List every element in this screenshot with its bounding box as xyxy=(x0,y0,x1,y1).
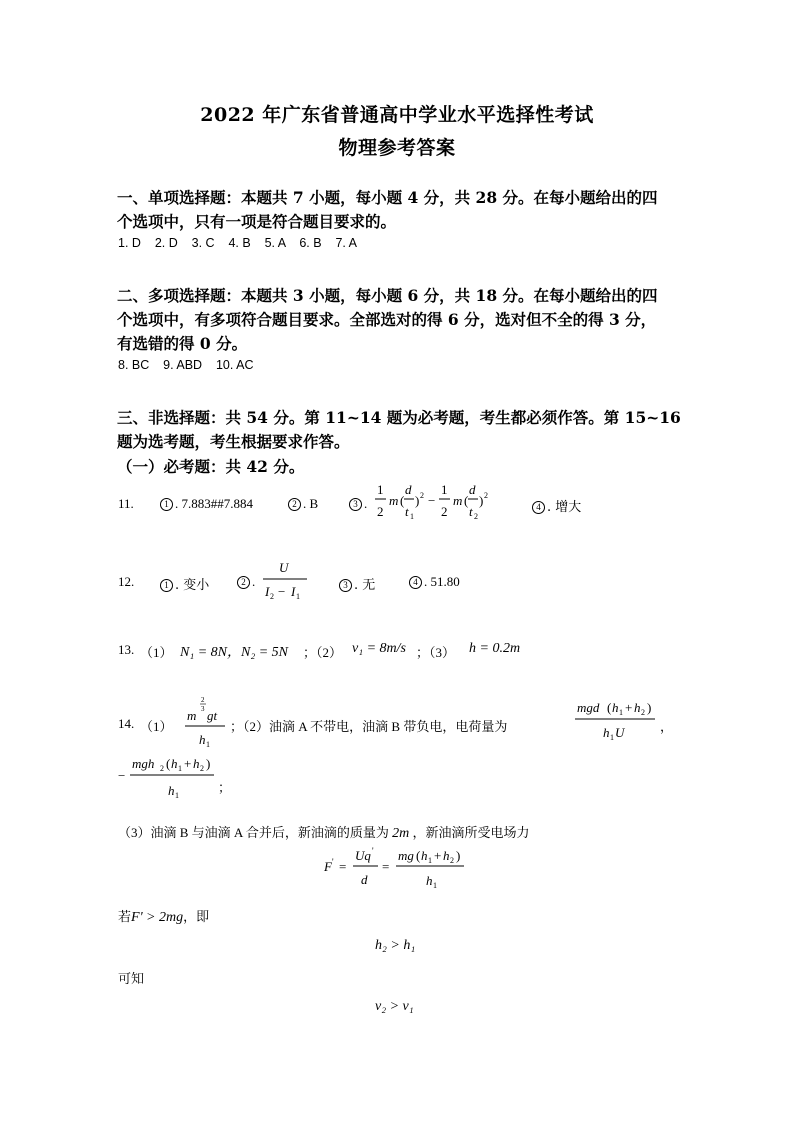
section1-heading-line1: 一、单项选择题：本题共 7 小题，每小题 4 分，共 28 分。在每小题给出的四 xyxy=(117,188,658,207)
svg-text:h: h xyxy=(199,732,206,747)
svg-text:d: d xyxy=(361,872,368,887)
svg-text:1: 1 xyxy=(377,482,384,497)
q11-answer-4: 4 . 增大 xyxy=(532,496,581,515)
q13-part3-label: ；（3） xyxy=(416,645,456,660)
svg-text:2: 2 xyxy=(441,504,448,519)
svg-text:h: h xyxy=(421,848,428,863)
svg-text:h: h xyxy=(168,783,175,798)
svg-text:1: 1 xyxy=(619,708,623,717)
circle-2-icon: 2 xyxy=(288,498,301,511)
svg-text:1: 1 xyxy=(410,512,414,521)
svg-text:t: t xyxy=(469,504,473,519)
q14-inequality-h: h₂ > h₁ xyxy=(375,938,416,953)
q14-condition: 若F' > 2mg，即 xyxy=(118,909,210,925)
q14-part1-label: （1） xyxy=(140,719,173,734)
svg-text:1: 1 xyxy=(175,791,179,800)
svg-text:h: h xyxy=(426,873,433,888)
svg-text:h: h xyxy=(443,848,450,863)
svg-text:2: 2 xyxy=(270,592,274,601)
q13-number: 13. xyxy=(118,642,135,657)
section2-heading-line3: 有选错的得 0 分。 xyxy=(117,334,248,353)
svg-text:2: 2 xyxy=(201,696,205,704)
svg-text:m: m xyxy=(453,493,463,508)
svg-text:m: m xyxy=(187,708,197,723)
page-subtitle: 物理参考答案 xyxy=(338,137,456,159)
q11-answer-3-label: 3 . xyxy=(349,496,367,512)
q14-second-formula xyxy=(128,752,224,804)
q12-answer-1: 1 . 变小 xyxy=(160,574,209,593)
svg-text:1: 1 xyxy=(433,881,437,890)
q12-answer-3: 3 . 无 xyxy=(339,574,375,593)
q14-part2-text: ；（2）油滴 A 不带电，油滴 B 带负电，电荷量为 xyxy=(230,719,508,734)
svg-text:2: 2 xyxy=(200,764,204,773)
svg-text:2: 2 xyxy=(641,708,645,717)
svg-text:2: 2 xyxy=(160,764,164,773)
svg-text:U: U xyxy=(615,725,625,740)
svg-text:2: 2 xyxy=(420,491,424,500)
svg-text:): ) xyxy=(456,848,461,863)
q12-answer-4: 4 . 51.80 xyxy=(409,574,460,590)
svg-text:−: − xyxy=(278,584,286,599)
q14-force-formula xyxy=(322,844,482,894)
svg-text:U: U xyxy=(279,560,289,575)
svg-text:m: m xyxy=(389,493,399,508)
svg-text:+: + xyxy=(184,756,192,771)
svg-text:h: h xyxy=(603,725,610,740)
svg-text:3: 3 xyxy=(201,705,205,713)
section2-heading-line1: 二、多项选择题：本题共 3 小题，每小题 6 分，共 18 分。在每小题给出的四 xyxy=(117,286,658,305)
svg-text:d: d xyxy=(469,482,476,497)
circle-1-icon: 1 xyxy=(160,498,173,511)
svg-text:F: F xyxy=(324,859,332,874)
svg-text:1: 1 xyxy=(178,764,182,773)
q11-answer-1: 1 . 7.883##7.884 xyxy=(160,496,253,512)
circle-3-icon: 3 xyxy=(339,579,352,592)
q12-number: 12. xyxy=(118,574,135,589)
svg-text:h: h xyxy=(193,756,200,771)
svg-text:(: ( xyxy=(400,493,405,508)
section3-heading-line1: 三、非选择题：共 54 分。第 11~14 题为必考题，考生都必须作答。第 15~16 xyxy=(117,408,681,427)
svg-text:1: 1 xyxy=(296,592,300,601)
svg-text:=: = xyxy=(382,859,390,874)
svg-text:t: t xyxy=(405,504,409,519)
section2-heading-line2: 个选项中，有多项符合题目要求。全部选对的得 6 分，选对但不全的得 3 分， xyxy=(117,310,657,329)
svg-text:(: ( xyxy=(416,848,421,863)
svg-text:h: h xyxy=(612,700,619,715)
svg-text:2: 2 xyxy=(474,512,478,521)
svg-text:': ' xyxy=(332,857,334,867)
svg-text:1: 1 xyxy=(441,482,448,497)
circle-4-icon: 4 xyxy=(409,576,422,589)
svg-text:1: 1 xyxy=(610,733,614,742)
section3-subheading: （一）必考题：共 42 分。 xyxy=(117,457,305,476)
q14-part1-formula xyxy=(183,692,229,748)
svg-text:−: − xyxy=(428,493,436,508)
q11-answer-2: 2 . B xyxy=(288,496,318,512)
q13-part3-eq: h = 0.2m xyxy=(469,641,521,656)
circle-3-icon: 3 xyxy=(349,498,362,511)
section3-heading-line2: 题为选考题，考生根据要求作答。 xyxy=(117,432,350,451)
svg-text:): ) xyxy=(206,756,211,771)
svg-text:h: h xyxy=(634,700,641,715)
svg-text:): ) xyxy=(479,493,484,508)
circle-4-icon: 4 xyxy=(532,501,545,514)
q13-part1-eq: N₁ = 8N，N₂ = 5N xyxy=(180,645,288,660)
svg-text:(: ( xyxy=(464,493,469,508)
svg-text:2: 2 xyxy=(377,504,384,519)
svg-text:h: h xyxy=(171,756,178,771)
circle-1-icon: 1 xyxy=(160,579,173,592)
q12-answer-2-formula xyxy=(261,557,311,603)
svg-text:Uq: Uq xyxy=(355,848,371,863)
svg-text:mgh: mgh xyxy=(132,756,155,771)
page-title: 2022 年广东省普通高中学业水平选择性考试 xyxy=(200,104,594,126)
svg-text:d: d xyxy=(405,482,412,497)
svg-text:': ' xyxy=(372,846,374,856)
q11-answer-3-formula xyxy=(373,478,513,526)
q13-part1-label: （1） xyxy=(140,645,173,660)
svg-text:mg: mg xyxy=(398,848,414,863)
section1-heading-line2: 个选项中，只有一项是符合题目要求的。 xyxy=(117,212,397,231)
q13-part2-label: ；（2） xyxy=(303,645,343,660)
q13-part2-eq: v₁ = 8m/s xyxy=(352,641,406,656)
svg-text:): ) xyxy=(415,493,420,508)
svg-text:gt: gt xyxy=(207,708,218,723)
svg-text:I: I xyxy=(265,584,270,599)
q14-inequality-v: v₂ > v₁ xyxy=(375,999,414,1014)
svg-text:+: + xyxy=(434,848,442,863)
q14-number: 14. xyxy=(118,716,135,731)
section1-answers: 1. D 2. D 3. C 4. B 5. A 6. B 7. A xyxy=(118,236,357,250)
svg-text:): ) xyxy=(647,700,652,715)
svg-text:2: 2 xyxy=(484,491,488,500)
svg-text:(: ( xyxy=(607,700,612,715)
svg-text:2: 2 xyxy=(450,856,454,865)
svg-text:mgd: mgd xyxy=(577,700,600,715)
q14-minus: − xyxy=(118,768,126,783)
svg-text:I: I xyxy=(291,584,296,599)
svg-text:(: ( xyxy=(166,756,171,771)
q12-answer-2-label: 2 . xyxy=(237,574,255,590)
q14-charge-formula xyxy=(573,696,663,746)
svg-text:=: = xyxy=(339,859,347,874)
section2-answers: 8. BC 9. ABD 10. AC xyxy=(118,358,254,372)
svg-text:1: 1 xyxy=(206,740,210,748)
q14-semicolon: ； xyxy=(218,780,232,795)
q14-comma: ， xyxy=(660,719,674,734)
q11-number: 11. xyxy=(118,496,134,511)
svg-text:+: + xyxy=(625,700,633,715)
q14-part3-text: （3）油滴 B 与油滴 A 合并后，新油滴的质量为 2m ，新油滴所受电场力 xyxy=(118,825,530,841)
q14-conclusion-label: 可知 xyxy=(118,971,145,986)
svg-text:1: 1 xyxy=(428,856,432,865)
circle-2-icon: 2 xyxy=(237,576,250,589)
